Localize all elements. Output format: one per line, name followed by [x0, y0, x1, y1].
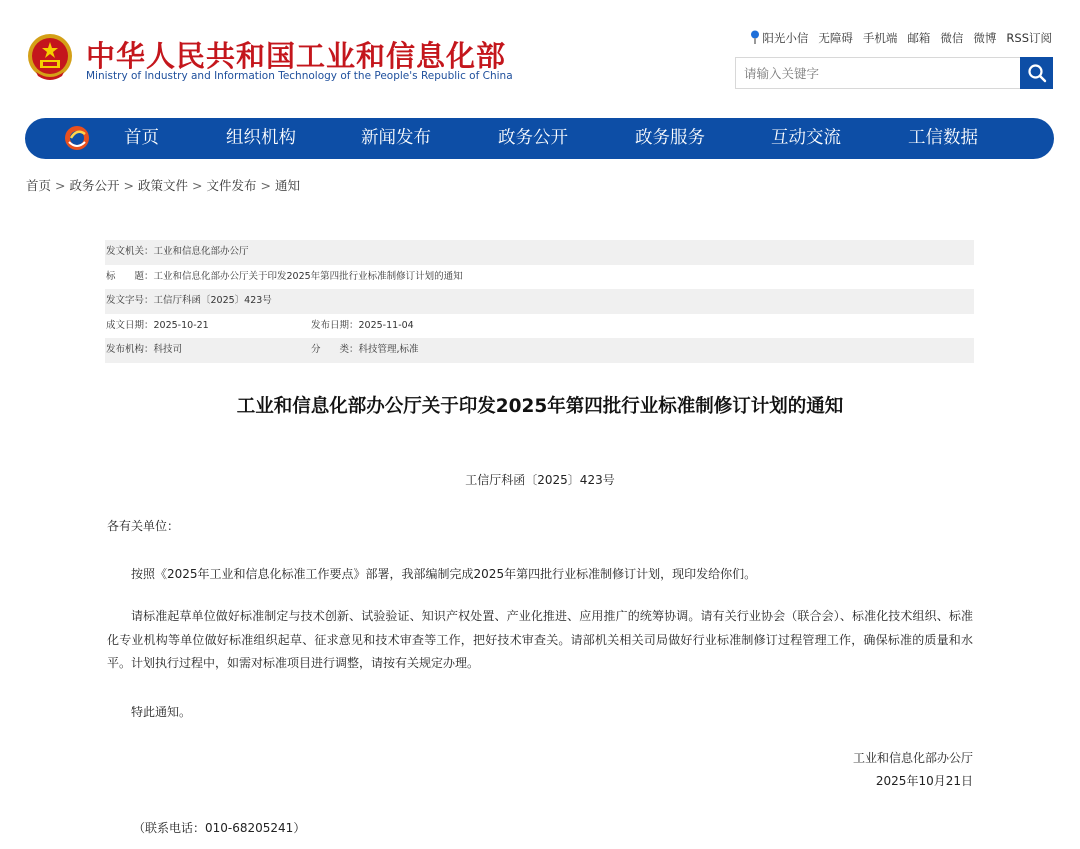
search-button[interactable] — [1020, 57, 1053, 89]
search-icon — [1027, 63, 1047, 83]
top-link-accessibility[interactable]: 无障碍 — [818, 31, 853, 45]
breadcrumb-sep: > — [192, 178, 203, 193]
top-link-mobile[interactable]: 手机端 — [862, 31, 898, 45]
top-link-wechat[interactable]: 微信 — [940, 31, 964, 45]
breadcrumb-gov-affairs[interactable]: 政务公开 — [69, 178, 120, 193]
article-signature-date: 2025年10月21日 — [875, 774, 973, 788]
top-links — [750, 30, 1052, 46]
article-doc-number: 工信厅科函〔2025〕423号 — [465, 473, 615, 487]
top-link-label: 阳光小信 — [762, 31, 809, 45]
national-emblem-icon[interactable] — [26, 32, 74, 82]
document-meta-table — [105, 240, 974, 363]
top-link-sunshine[interactable] — [750, 30, 808, 46]
meta-published-text: 发布日期：2025-11-04 — [311, 319, 414, 331]
meta-title-text: 标 题：工业和信息化部办公厅关于印发2025年第四批行业标准制修订计划的通知 — [106, 270, 463, 282]
nav-data[interactable]: 工信数据 — [908, 128, 978, 148]
meta-category-text: 分 类：科技管理,标准 — [311, 344, 419, 355]
meta-issuer-text: 发文机关：工业和信息化部办公厅 — [106, 246, 249, 257]
meta-issuer — [105, 240, 974, 265]
article-signature-org: 工业和信息化部办公厅 — [852, 751, 973, 765]
meta-dates — [105, 314, 974, 339]
top-link-rss[interactable]: RSS订阅 — [1006, 31, 1052, 45]
meta-doc-no — [105, 289, 974, 314]
breadcrumb-home[interactable]: 首页 — [26, 178, 52, 193]
search-input[interactable] — [736, 58, 1020, 88]
nav-gov-services[interactable]: 政务服务 — [635, 128, 705, 148]
nav-gov-affairs[interactable]: 政务公开 — [498, 128, 568, 148]
meta-org-text: 发布机构：科技司 — [106, 344, 183, 355]
breadcrumb — [26, 176, 300, 194]
search-box — [735, 57, 1053, 89]
breadcrumb-sep: > — [55, 178, 66, 193]
breadcrumb-notice[interactable]: 通知 — [275, 178, 301, 193]
article-title: 工业和信息化部办公厅关于印发2025年第四批行业标准制修订计划的通知 — [236, 396, 844, 417]
article-paragraph-2: 请标准起草单位做好标准制定与技术创新、试验验证、知识产权处置、产业化推进、应用推广的统筹协调。请有关行业协会（联合会）、标准化技术组织、标准化专业机构等单位做好标准组织起草、征求意见和技术审查等工作，把好技术审查关。请部机关相关司局做好行业标准制修订过程管理工作，确保标准的质量和水平。计划执行过程中，如需对标准项目进行调整，请按有关规定办理。 — [107, 609, 973, 670]
breadcrumb-release[interactable]: 文件发布 — [206, 178, 257, 193]
nav-home[interactable]: 首页 — [124, 128, 159, 148]
nav-organization[interactable]: 组织机构 — [226, 128, 296, 148]
breadcrumb-policy[interactable]: 政策文件 — [138, 178, 189, 193]
article-salutation: 各有关单位： — [107, 519, 180, 533]
ministry-logo-icon[interactable] — [63, 124, 91, 152]
top-link-mail[interactable]: 邮箱 — [907, 31, 931, 45]
pin-icon — [750, 30, 760, 44]
article-contact: （联系电话：010-68205241） — [133, 821, 306, 835]
nav-interaction[interactable]: 互动交流 — [771, 128, 841, 148]
site-header — [0, 0, 1080, 110]
article-paragraph-3: 特此通知。 — [131, 705, 192, 719]
site-title-cn[interactable]: 中华人民共和国工业和信息化部 — [86, 39, 507, 73]
meta-org — [105, 338, 974, 363]
nav-news[interactable]: 新闻发布 — [361, 128, 431, 148]
meta-doc-no-text: 发文字号：工信厅科函〔2025〕423号 — [106, 295, 272, 306]
breadcrumb-sep: > — [260, 178, 271, 193]
main-nav — [25, 118, 1054, 159]
meta-title — [105, 265, 974, 290]
article-paragraph-1: 按照《2025年工业和信息化标准工作要点》部署，我部编制完成2025年第四批行业标准制修订计划，现印发给你们。 — [131, 567, 757, 581]
site-title-en[interactable]: Ministry of Industry and Information Technology of the People's Republic of China — [86, 70, 513, 82]
top-link-weibo[interactable]: 微博 — [973, 31, 997, 45]
breadcrumb-sep: > — [123, 178, 134, 193]
meta-created-text: 成文日期：2025-10-21 — [106, 319, 209, 331]
